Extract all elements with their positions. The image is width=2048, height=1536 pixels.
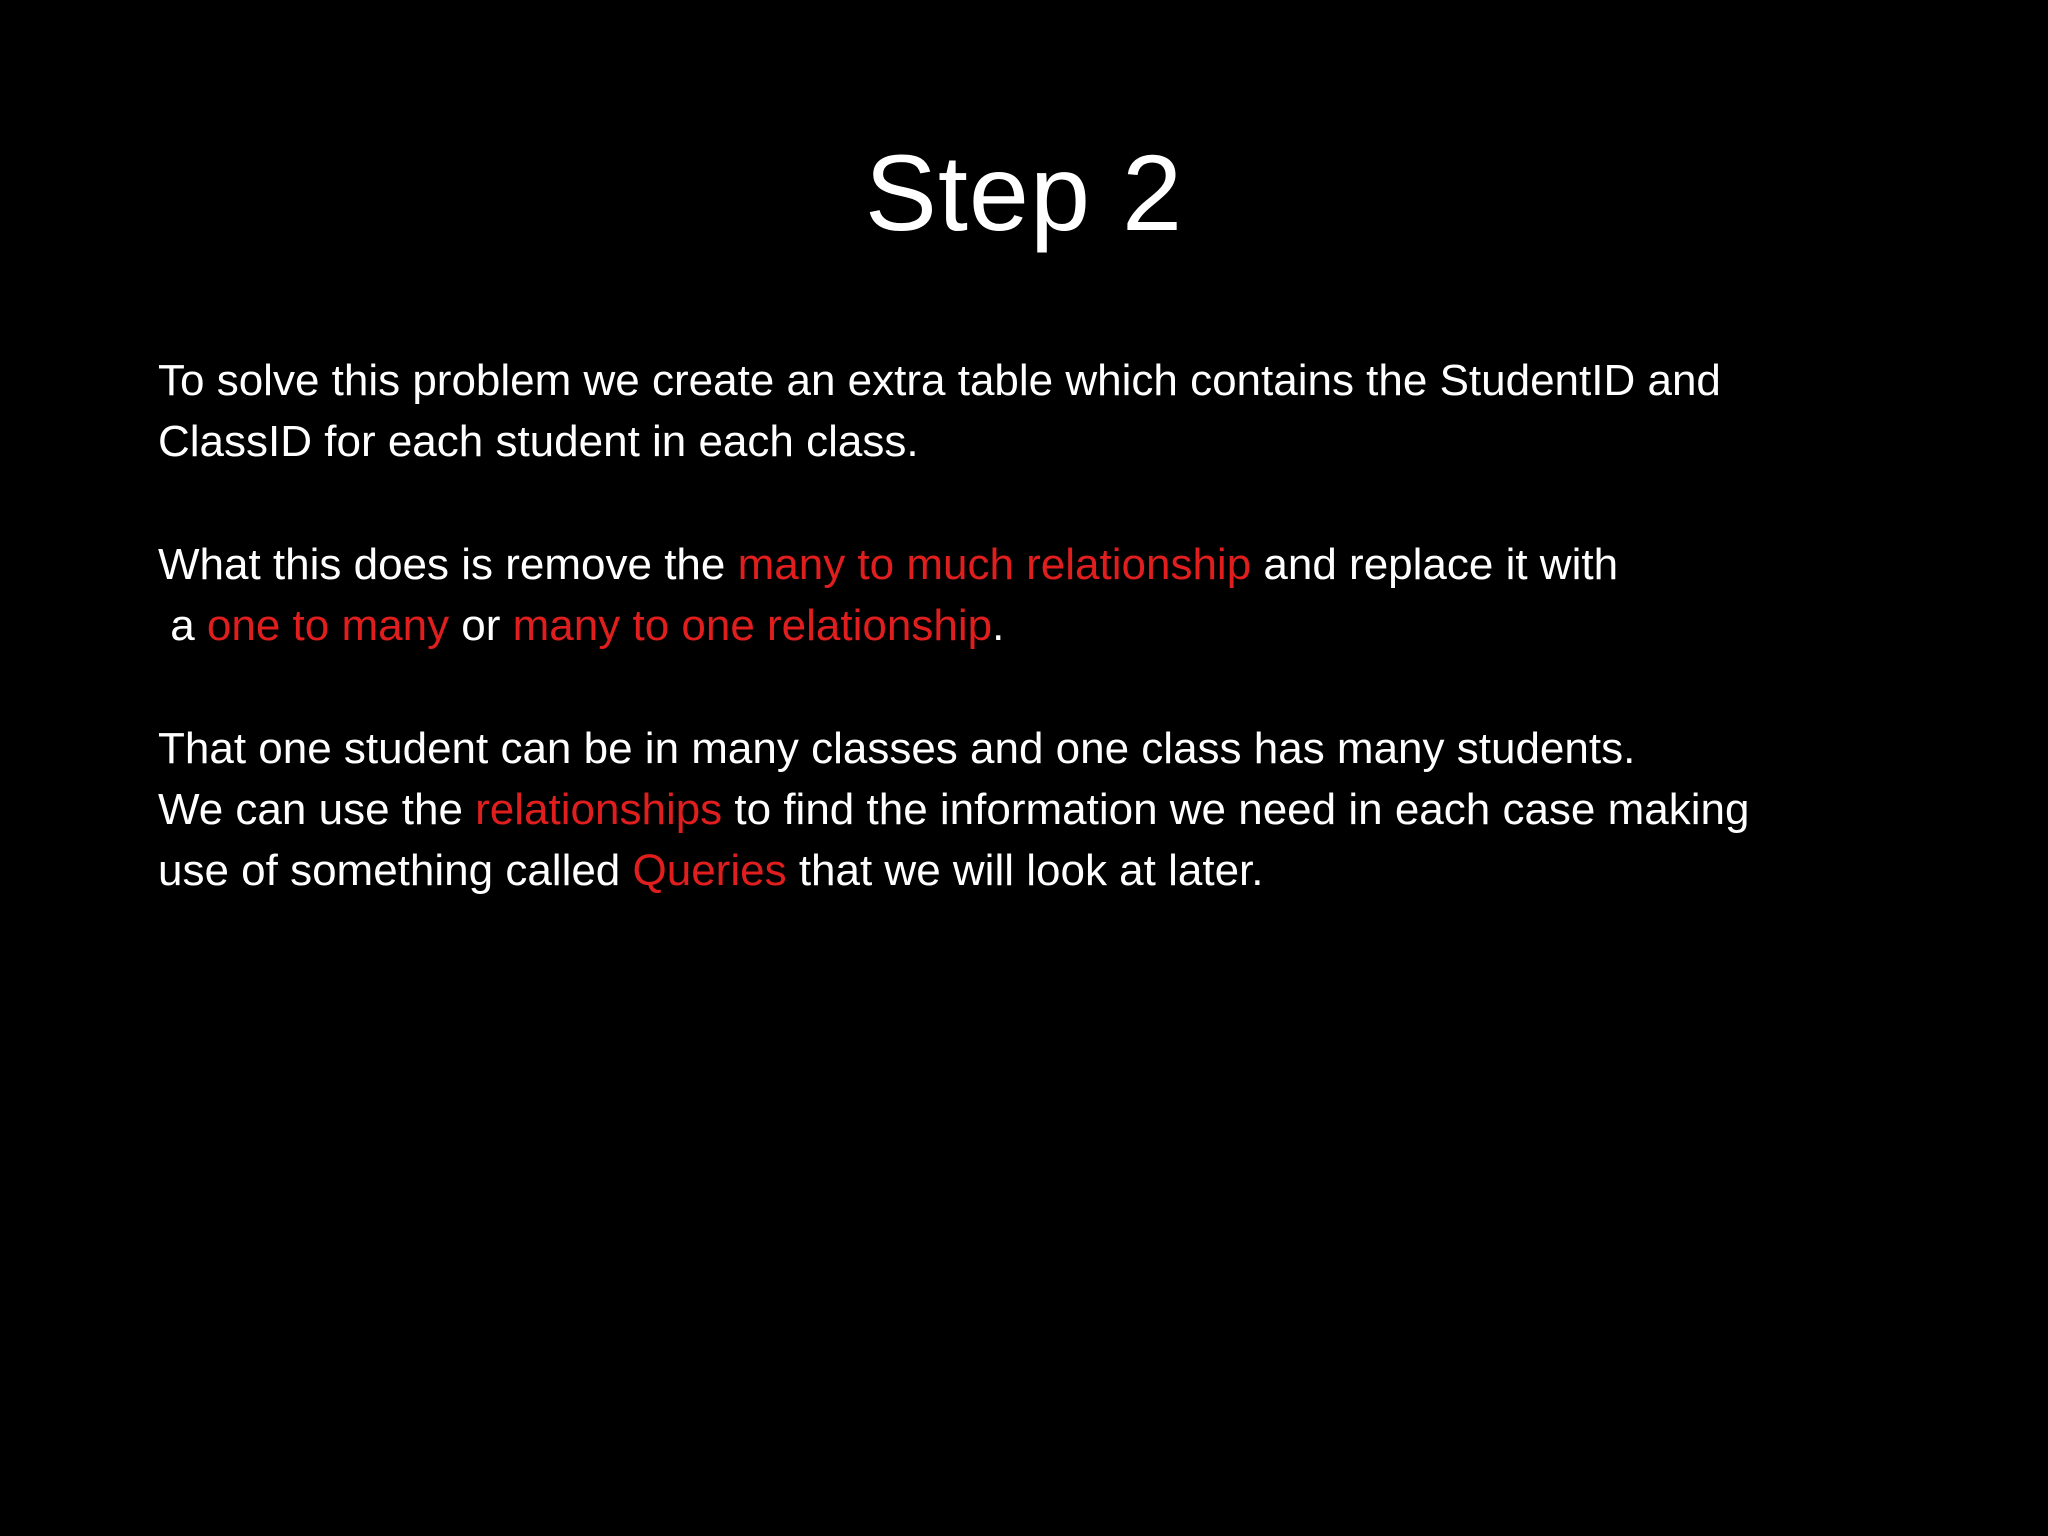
text-run: We can use the — [158, 785, 476, 834]
text-run: use of something called — [158, 846, 633, 895]
text-run: . — [992, 601, 1005, 650]
text-line — [158, 595, 1898, 656]
highlight-relationships: relationships — [475, 785, 723, 834]
text-line: That one student can be in many classes and one class has many students. — [158, 724, 1636, 773]
highlight-many-to-one: many to one relationship — [512, 601, 993, 650]
text-run: to find the information we need in each case making — [722, 785, 1750, 834]
slide-title: Step 2 — [864, 132, 1184, 253]
text-run: What this does is remove the — [158, 540, 738, 589]
highlight-many-to-much: many to much relationship — [737, 540, 1252, 589]
text-line: ClassID for each student in each class. — [158, 417, 919, 466]
paragraph-extra-table — [158, 350, 1898, 472]
slide-body — [158, 350, 1898, 901]
text-line — [158, 534, 1898, 595]
text-line — [158, 779, 1898, 840]
text-run: and replace it with — [1251, 540, 1619, 589]
text-line — [158, 840, 1898, 901]
text-run: a — [158, 601, 207, 650]
paragraph-students-classes — [158, 718, 1898, 901]
text-run: or — [449, 601, 513, 650]
text-line: To solve this problem we create an extra table which contains the StudentID and — [158, 356, 1721, 405]
paragraph-relationship-replacement — [158, 534, 1898, 656]
highlight-one-to-many: one to many — [206, 601, 450, 650]
highlight-queries: Queries — [632, 846, 787, 895]
text-run: that we will look at later. — [786, 846, 1264, 895]
